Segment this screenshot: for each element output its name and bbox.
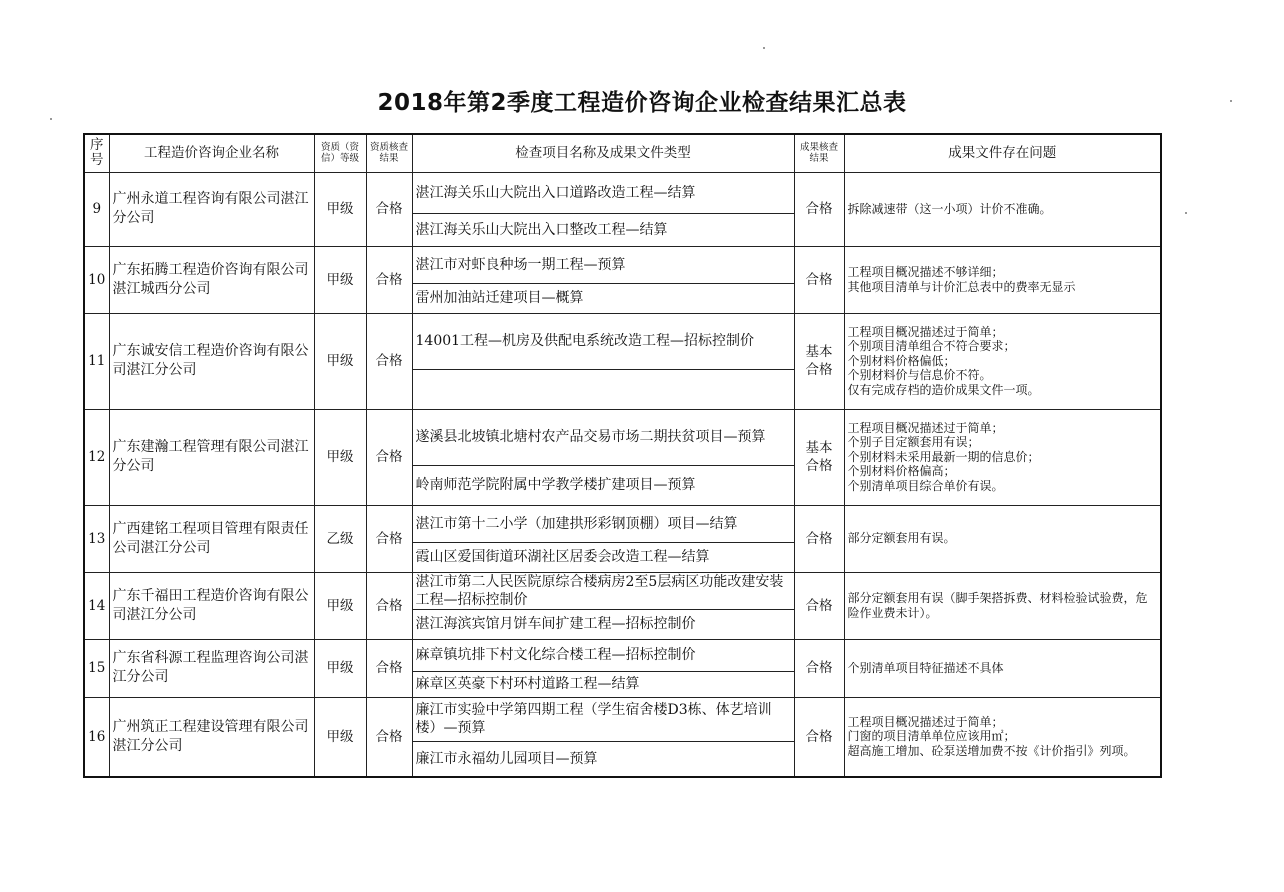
- table-row: [84, 572, 1161, 639]
- project-item: 雷州加油站迁建项目—概算: [413, 283, 794, 313]
- scan-speck: [1230, 100, 1232, 102]
- qual-result-cell: 合格: [366, 697, 412, 777]
- projects-cell: [412, 246, 794, 313]
- project-item: 遂溪县北坡镇北塘村农产品交易市场二期扶贫项目—预算: [415, 429, 766, 445]
- issue-line: 个别材料未采用最新一期的信息价；: [847, 449, 1040, 464]
- issue-line: 部分定额套用有误。: [847, 531, 956, 546]
- project-item: 湛江海关乐山大院出入口道路改造工程—结算: [415, 184, 696, 201]
- qual-result-cell: 合格: [366, 409, 412, 505]
- issue-line: 个别材料价格偏低；: [847, 353, 956, 368]
- projects-cell: [412, 639, 794, 697]
- qual-result-cell: 合格: [366, 639, 412, 697]
- grade-cell: 甲级: [314, 572, 366, 639]
- inspection-results-table: [83, 133, 1162, 778]
- result-cell: 合格: [794, 172, 844, 246]
- seq-cell: 13: [84, 505, 109, 572]
- issue-line: 工程项目概况描述过于简单；: [847, 714, 1004, 729]
- result-cell: 合格: [794, 572, 844, 639]
- table-row: [84, 172, 1161, 246]
- projects-cell: [412, 409, 794, 505]
- company-cell: 广州永道工程咨询有限公司湛江分公司: [109, 172, 314, 246]
- issue-line: 个别材料价与信息价不符。: [847, 368, 992, 383]
- seq-cell: 10: [84, 246, 109, 313]
- issue-line: 个别清单项目综合单价有误。: [847, 478, 1004, 493]
- scan-speck: [50, 118, 52, 120]
- issues-cell: [844, 572, 1161, 639]
- project-item: 湛江市第二人民医院原综合楼病房2至5层病区功能改建安装工程—招标控制价: [415, 573, 784, 608]
- issues-cell: [844, 313, 1161, 409]
- seq-cell: 12: [84, 409, 109, 505]
- project-item: 廉江市实验中学第四期工程（学生宿舍楼D3栋、体艺培训楼）—预算: [415, 702, 772, 736]
- company-cell: 广东千福田工程造价咨询有限公司湛江分公司: [109, 572, 314, 639]
- grade-cell: 乙级: [314, 505, 366, 572]
- project-item: 麻章区英豪下村环村道路工程—结算: [413, 671, 794, 697]
- header-seq: 序号: [84, 134, 109, 172]
- grade-cell: 甲级: [314, 639, 366, 697]
- project-item: 湛江海关乐山大院出入口整改工程—结算: [413, 213, 794, 246]
- result-cell: 基本合格: [794, 409, 844, 505]
- issue-line: 个别子目定额套用有误；: [847, 435, 980, 450]
- issue-line: 工程项目概况描述过于简单；: [847, 324, 1004, 339]
- result-cell: 合格: [794, 505, 844, 572]
- header-qual-result: 资质核查结果: [366, 134, 412, 172]
- projects-cell: [412, 572, 794, 639]
- company-cell: 广东建瀚工程管理有限公司湛江分公司: [109, 409, 314, 505]
- projects-cell: [412, 697, 794, 777]
- issue-line: 门窗的项目清单单位应该用㎡；: [847, 729, 1016, 744]
- scan-speck: [1185, 212, 1187, 214]
- issues-cell: [844, 639, 1161, 697]
- seq-cell: 15: [84, 639, 109, 697]
- header-qual-grade: 资质（资信）等级: [314, 134, 366, 172]
- header-result-check: 成果核查结果: [794, 134, 844, 172]
- project-item: 湛江市第十二小学（加建拱形彩钢顶棚）项目—结算: [415, 515, 738, 532]
- issues-cell: [844, 697, 1161, 777]
- company-cell: 广东省科源工程监理咨询公司湛江分公司: [109, 639, 314, 697]
- table-row: [84, 697, 1161, 777]
- qual-result-cell: 合格: [366, 505, 412, 572]
- issues-cell: [844, 409, 1161, 505]
- project-item: 湛江市对虾良种场一期工程—预算: [415, 256, 626, 273]
- project-item: 湛江海滨宾馆月饼车间扩建工程—招标控制价: [413, 609, 794, 639]
- grade-cell: 甲级: [314, 409, 366, 505]
- project-item: 廉江市永福幼儿园项目—预算: [413, 741, 794, 776]
- grade-cell: 甲级: [314, 697, 366, 777]
- issue-line: 个别材料价格偏高；: [847, 464, 956, 479]
- header-project: 检查项目名称及成果文件类型: [412, 134, 794, 172]
- issue-line: 超高施工增加、砼泵送增加费不按《计价指引》列项。: [847, 743, 1136, 758]
- header-company: 工程造价咨询企业名称: [109, 134, 314, 172]
- seq-cell: 16: [84, 697, 109, 777]
- seq-cell: 14: [84, 572, 109, 639]
- seq-cell: 11: [84, 313, 109, 409]
- project-item: 霞山区爱国街道环湖社区居委会改造工程—结算: [413, 542, 794, 572]
- qual-result-cell: 合格: [366, 313, 412, 409]
- grade-cell: 甲级: [314, 246, 366, 313]
- issues-cell: [844, 246, 1161, 313]
- issues-cell: [844, 505, 1161, 572]
- qual-result-cell: 合格: [366, 572, 412, 639]
- table-row: [84, 246, 1161, 313]
- projects-cell: [412, 313, 794, 409]
- company-cell: 广东拓腾工程造价咨询有限公司湛江城西分公司: [109, 246, 314, 313]
- table-row: [84, 409, 1161, 505]
- company-cell: 广东诚安信工程造价咨询有限公司湛江分公司: [109, 313, 314, 409]
- result-cell: 基本合格: [794, 313, 844, 409]
- page-title: 2018年第2季度工程造价咨询企业检查结果汇总表: [377, 90, 907, 116]
- issue-line: 工程项目概况描述不够详细；: [847, 265, 1004, 279]
- company-cell: 广州筑正工程建设管理有限公司湛江分公司: [109, 697, 314, 777]
- qual-result-cell: 合格: [366, 172, 412, 246]
- issue-line: 个别清单项目特征描述不具体: [847, 660, 1004, 675]
- seq-cell: 9: [84, 172, 109, 246]
- result-cell: 合格: [794, 697, 844, 777]
- table-header-row: [84, 134, 1161, 172]
- projects-cell: [412, 505, 794, 572]
- table-row: [84, 505, 1161, 572]
- issue-line: 工程项目概况描述过于简单；: [847, 420, 1004, 435]
- table-row: [84, 639, 1161, 697]
- result-cell: 合格: [794, 639, 844, 697]
- issue-line: 其他项目清单与计价汇总表中的费率无显示: [847, 279, 1076, 294]
- table-row: [84, 313, 1161, 409]
- project-item: 岭南师范学院附属中学教学楼扩建项目—预算: [413, 465, 794, 505]
- header-issues: 成果文件存在问题: [844, 134, 1161, 172]
- project-item: 14001工程—机房及供配电系统改造工程—招标控制价: [415, 333, 755, 349]
- issue-line: 仅有完成存档的造价成果文件一项。: [847, 382, 1040, 397]
- result-cell: 合格: [794, 246, 844, 313]
- issue-line: 个别项目清单组合不符合要求；: [847, 339, 1016, 354]
- scan-speck: [763, 47, 765, 49]
- grade-cell: 甲级: [314, 172, 366, 246]
- project-item: 麻章镇坑排下村文化综合楼工程—招标控制价: [415, 647, 696, 663]
- project-item: [413, 369, 794, 409]
- issues-cell: [844, 172, 1161, 246]
- projects-cell: [412, 172, 794, 246]
- company-cell: 广西建铭工程项目管理有限责任公司湛江分公司: [109, 505, 314, 572]
- issue-line: 拆除减速带（这一小项）计价不准确。: [847, 201, 1052, 216]
- issue-line: 部分定额套用有误（脚手架搭拆费、材料检验试验费，危险作业费未计）。: [847, 591, 1148, 620]
- qual-result-cell: 合格: [366, 246, 412, 313]
- grade-cell: 甲级: [314, 313, 366, 409]
